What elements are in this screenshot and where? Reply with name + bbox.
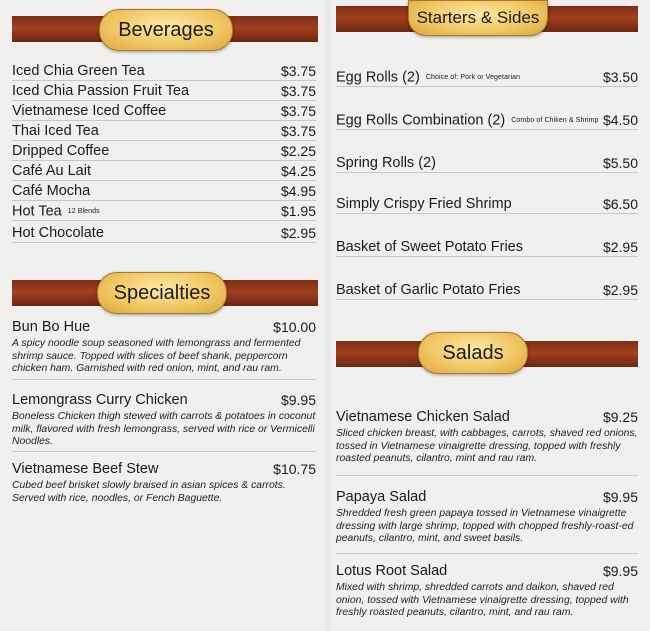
divider: [336, 475, 638, 476]
salad-description: Shredded fresh green papaya tossed in Vietnamese vinaigrette dressing with large shrimp, topped with chopped freshly-roast-ed peanuts, cilantro, mint, and sweet basils.: [336, 508, 634, 544]
beverage-row: [12, 160, 316, 181]
specialty-item: [12, 316, 316, 376]
starter-name: Spring Rolls (2): [336, 155, 436, 171]
beverage-row: [12, 120, 316, 141]
specialty-name: Vietnamese Beef Stew: [12, 461, 159, 477]
divider: [336, 553, 638, 554]
beverage-row: [12, 200, 316, 221]
salad-name: Papaya Salad: [336, 489, 427, 505]
beverage-row: [12, 60, 316, 81]
salad-description: Mixed with shrimp, shredded carrots and daikon, shaved red onion, tossed with Vietnamese vinaigrette dressing, topped with freshly roasted peanuts, cilantro, mint, and rau ram.: [336, 582, 629, 618]
starter-row: [336, 236, 638, 257]
starter-price: $2.95: [602, 239, 638, 255]
specialty-item: [12, 458, 316, 505]
beverage-name: Dripped Coffee: [12, 143, 110, 159]
starter-name-text: Egg Rolls (2): [336, 69, 420, 85]
salad-name: Lotus Root Salad: [336, 563, 448, 579]
beverage-row: [12, 80, 316, 101]
starter-price: $3.50: [602, 69, 638, 85]
beverage-name: Iced Chia Green Tea: [12, 63, 145, 79]
beverage-price: $2.25: [280, 143, 316, 159]
divider: [12, 379, 316, 380]
starter-price: $4.50: [602, 112, 638, 128]
beverage-name: Café Au Lait: [12, 163, 91, 179]
beverage-name-text: Hot Tea: [12, 203, 62, 219]
starters-heading: [408, 0, 548, 36]
beverage-price: $2.95: [280, 225, 316, 241]
beverage-price: $4.25: [280, 163, 316, 179]
starter-price: $2.95: [602, 282, 638, 298]
starters-title: Starters & Sides: [416, 8, 540, 27]
starter-price: $6.50: [602, 196, 638, 212]
starter-name: [336, 69, 520, 86]
starter-name: Basket of Sweet Potato Fries: [336, 239, 523, 255]
salad-price: $9.25: [602, 409, 638, 425]
beverage-price: $3.75: [280, 103, 316, 119]
beverage-name: [12, 203, 100, 220]
specialty-description: Boneless Chicken thigh stewed with carrots & potatoes in coconut milk, flavored with fresh lemongrass, served with rice or Vermicelli Noodles.: [12, 411, 316, 447]
starter-name: [336, 112, 598, 129]
starter-row: [336, 193, 638, 214]
specialties-title: Specialties: [113, 281, 211, 304]
specialties-heading: [97, 272, 227, 314]
specialty-price: $9.95: [280, 392, 316, 408]
beverage-price: $4.95: [280, 183, 316, 199]
specialty-description: Cubed beef brisket slowly braised in asian spices & carrots. Served with rice, noodles, or Fench Baguette.: [12, 480, 286, 504]
beverage-name: Hot Chocolate: [12, 225, 104, 241]
beverages-heading: [99, 9, 233, 51]
specialty-name: Lemongrass Curry Chicken: [12, 392, 188, 408]
beverage-price: $3.75: [280, 83, 316, 99]
beverage-row: [12, 180, 316, 201]
starter-row: [336, 66, 638, 87]
beverage-row: [12, 222, 316, 243]
beverage-price: $3.75: [280, 63, 316, 79]
salad-item: [336, 406, 638, 466]
beverages-title: Beverages: [118, 18, 214, 41]
starter-name: Simply Crispy Fried Shrimp: [336, 196, 512, 212]
specialty-name: Bun Bo Hue: [12, 319, 91, 335]
starter-name: Basket of Garlic Potato Fries: [336, 282, 521, 298]
beverage-name: Thai Iced Tea: [12, 123, 99, 139]
specialty-item: [12, 389, 316, 449]
salads-title: Salads: [442, 341, 504, 364]
specialty-price: $10.75: [273, 461, 316, 477]
beverage-name: Iced Chia Passion Fruit Tea: [12, 83, 190, 99]
specialty-description: A spicy noodle soup seasoned with lemongrass and fermented shrimp sauce. Topped with slices of beef shank, peppercorn chicken ham. Garnished with red onion, mint, and rau ram.: [12, 338, 301, 374]
beverage-note: 12 Blends: [67, 207, 100, 215]
starter-row: [336, 109, 638, 130]
beverage-row: [12, 140, 316, 161]
starter-row: [336, 279, 638, 300]
starter-price: $5.50: [602, 155, 638, 171]
salad-price: $9.95: [602, 489, 638, 505]
specialty-price: $10.00: [273, 319, 316, 335]
beverage-price: $3.75: [280, 123, 316, 139]
page-fold: [326, 0, 330, 631]
salad-item: [336, 560, 638, 620]
divider: [12, 451, 316, 452]
starter-name-text: Egg Rolls Combination (2): [336, 112, 506, 128]
beverage-row: [12, 100, 316, 121]
salad-price: $9.95: [602, 563, 638, 579]
beverage-price: $1.95: [280, 203, 316, 219]
beverage-name: Vietnamese Iced Coffee: [12, 103, 167, 119]
starter-row: [336, 152, 638, 173]
salad-item: [336, 486, 638, 546]
salad-description: Sliced chicken breast, with cabbages, carrots, shaved red onions, tossed in Vietnamese vinaigrette dressing, topped with freshly roasted peanuts, cilantro, mint and rau ram.: [336, 428, 638, 464]
starter-note: Combo of Chiken & Shrimp: [511, 116, 599, 124]
beverage-name: Café Mocha: [12, 183, 91, 199]
starter-note: Choice of: Pork or Vegetarian: [425, 73, 521, 81]
salad-name: Vietnamese Chicken Salad: [336, 409, 510, 425]
salads-heading: [418, 332, 528, 374]
